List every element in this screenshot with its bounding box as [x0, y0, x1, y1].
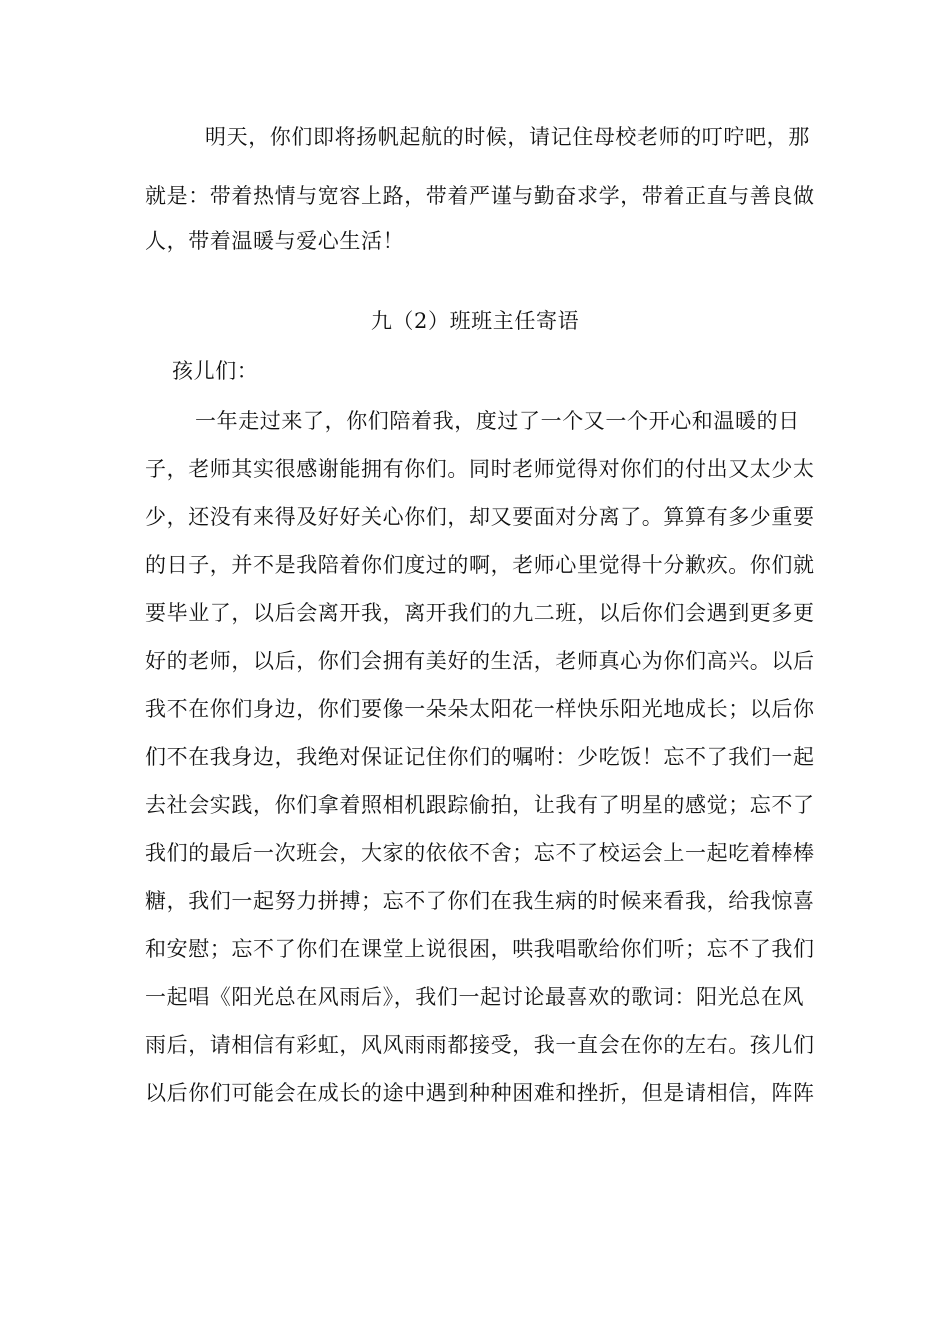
body-line-9: 去社会实践，你们拿着照相机跟踪偷拍，让我有了明星的感觉；忘不了 [145, 793, 815, 817]
body-line-7: 我不在你们身边，你们要像一朵朵太阳花一样快乐阳光地成长；以后你 [145, 697, 815, 721]
body-line-2: 子，老师其实很感谢能拥有你们。同时老师觉得对你们的付出又太少太 [145, 457, 815, 481]
intro-line-2: 就是：带着热情与宽容上路，带着严谨与勤奋求学，带着正直与善良做 [145, 184, 815, 208]
intro-line-3: 人，带着温暖与爱心生活！ [145, 229, 405, 253]
body-line-10: 我们的最后一次班会，大家的依依不舍；忘不了校运会上一起吃着棒棒 [145, 841, 815, 865]
body-line-11: 糖，我们一起努力拼搏；忘不了你们在我生病的时候来看我，给我惊喜 [145, 889, 815, 913]
body-line-12: 和安慰；忘不了你们在课堂上说很困，哄我唱歌给你们听；忘不了我们 [145, 937, 815, 961]
body-line-5: 要毕业了，以后会离开我，离开我们的九二班，以后你们会遇到更多更 [145, 601, 815, 625]
letter-title: 九（2）班班主任寄语 [370, 309, 580, 333]
body-line-14: 雨后，请相信有彩虹，风风雨雨都接受，我一直会在你的左右。孩儿们 [145, 1033, 815, 1057]
body-line-8: 们不在我身边，我绝对保证记住你们的嘱咐：少吃饭！忘不了我们一起 [145, 745, 815, 769]
salutation: 孩儿们： [172, 359, 259, 383]
body-line-15: 以后你们可能会在成长的途中遇到种种困难和挫折，但是请相信，阵阵 [145, 1081, 815, 1105]
intro-line-1: 明天，你们即将扬帆起航的时候，请记住母校老师的叮咛吧，那 [205, 125, 810, 149]
body-line-4: 的日子，并不是我陪着你们度过的啊，老师心里觉得十分歉疚。你们就 [145, 553, 815, 577]
body-line-3: 少，还没有来得及好好关心你们，却又要面对分离了。算算有多少重要 [145, 505, 815, 529]
body-line-13: 一起唱《阳光总在风雨后》，我们一起讨论最喜欢的歌词：阳光总在风 [145, 985, 805, 1009]
body-line-1: 一年走过来了，你们陪着我，度过了一个又一个开心和温暖的日 [195, 409, 800, 433]
body-line-6: 好的老师，以后，你们会拥有美好的生活，老师真心为你们高兴。以后 [145, 649, 815, 673]
